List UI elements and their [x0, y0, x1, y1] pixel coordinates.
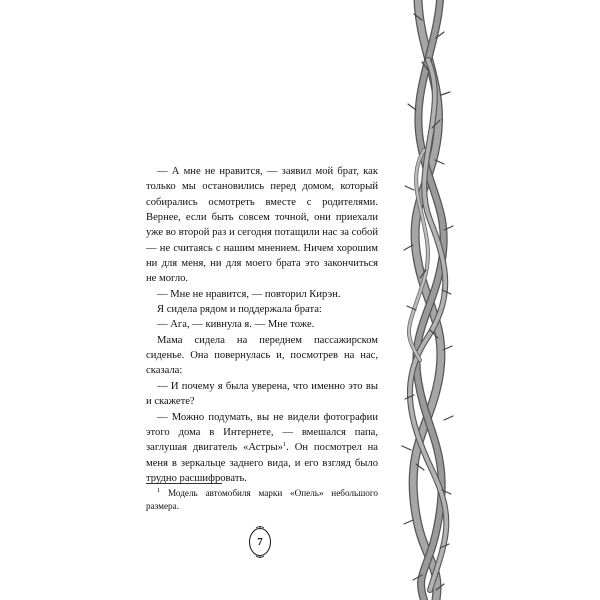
paragraph: — И почему я была уверена, что именно это вы и скажете? — [146, 380, 378, 408]
footnote-text: Модель автомобиля марки «Опель» небольшого размера. — [146, 488, 378, 512]
page-number — [247, 525, 273, 559]
paragraph: — Ага, — кивнула я. — Мне тоже. — [157, 319, 315, 331]
paragraph: — Мне не нравится, — повторил Кирэн. — [157, 288, 341, 300]
footnote-marker: 1 — [157, 487, 161, 494]
footnote-reference[interactable]: 1 — [282, 441, 287, 449]
paragraph: Мама сидела на переднем пассажирском сиденье. Она повернулась и, посмотрев на нас, сказала: — [146, 334, 378, 377]
paragraph-text-start: — Можно подумать, вы не видели фотографии этого дома в Интернете, — вмешался папа, заглушая двигатель «Астры» — [146, 411, 378, 454]
paragraph-with-footnote-ref — [146, 410, 378, 487]
footnote-divider — [146, 483, 222, 484]
thorny-vine-icon — [380, 0, 480, 600]
paragraph: — А мне не нравится, — заявил мой брат, как только мы остановились перед домом, который собирались осмотреть вместе с родителями. Вернее, если быть совсем точной, они приехали уже во второй раз и сегодня потащили нас за собой — не считаясь с нашим мнением. Ничем хорошим ни для меня, ни для моего брата это закончиться не могло. — [146, 166, 378, 285]
page-number-label: 7 — [257, 536, 263, 548]
paragraph-text-end: . Он посмотрел на меня в зеркальце заднего вида, и его взгляд было трудно расшифровать. — [146, 442, 378, 484]
paragraph: Я сидела рядом и поддержала брата: — [157, 304, 322, 316]
footnote — [146, 487, 378, 514]
main-text — [146, 164, 378, 486]
